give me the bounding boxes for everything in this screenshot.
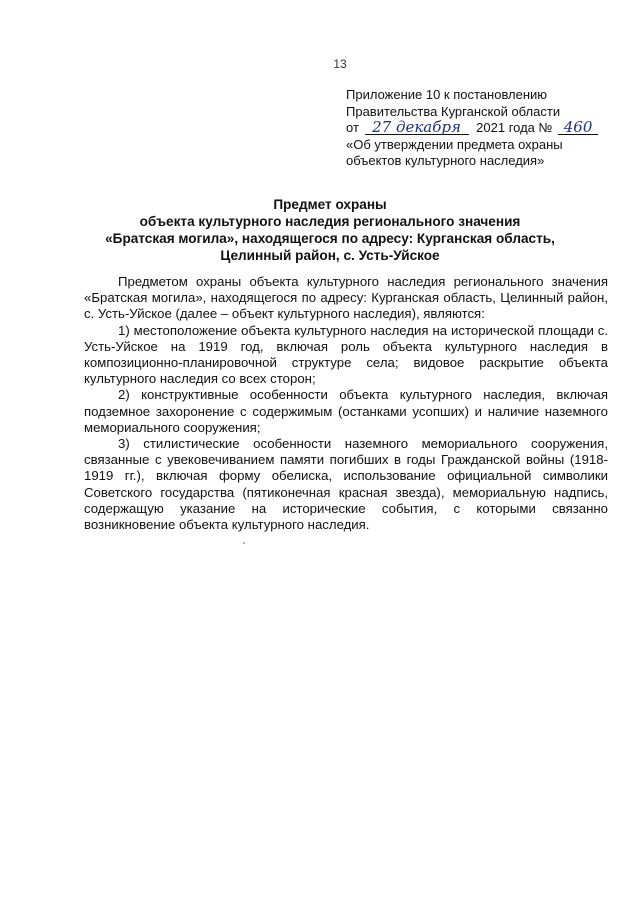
item-3-paragraph: 3) стилистические особенности наземного мемориального сооружения, связанные с увековечиванием памяти погибших в годы Гражданской войны (1918-1919 гг.), включая форму обелиска, использование официальной символики Советского государства (пятиконечная красная звезда), мемориальную надпись, содержащую указание на исторические события, с которыми связанно возникновение объекта культурного наследия. [84,436,608,533]
document-body [84,274,608,533]
appendix-line-4: «Об утверждении предмета охраны [346,136,563,152]
handwritten-date: 27 декабря [372,118,461,136]
item-2-paragraph: 2) конструктивные особенности объекта культурного наследия, включая подземное захоронение с содержимым (останками усопших) и наличие наземного мемориального сооружения; [84,387,608,435]
appendix-line-1: Приложение 10 к постановлению [346,87,548,102]
document-title [60,196,600,264]
appendix-header [346,87,616,170]
appendix-line-2: Правительства Курганской области [346,103,561,119]
title-line-3: «Братская могила», находящегося по адресу: Курганская область, [105,231,555,246]
appendix-date-line [346,120,616,137]
date-prefix: от [346,120,359,135]
year-text: 2021 года № [476,120,553,135]
title-line-1: Предмет охраны [273,197,387,212]
handwritten-number: 460 [563,118,593,136]
appendix-line-5: объектов культурного наследия» [346,153,545,168]
number-field [558,118,598,136]
intro-paragraph: Предметом охраны объекта культурного наследия регионального значения «Братская могила», находящегося по адресу: Курганская область, Целинный район, с. Усть-Уйское (далее – объект культурного наследия), являются: [84,274,608,322]
item-1-paragraph: 1) местоположение объекта культурного наследия на исторической площади с. Усть-Уйское на 1919 год, включая роль объекта культурного наследия в композиционно-планировочной структуре села; видовое раскрытие объекта культурного наследия со всех сторон; [84,322,608,387]
date-field [365,118,469,136]
page-number: 13 [333,57,347,71]
title-line-4: Целинный район, с. Усть-Уйское [220,248,440,263]
scan-speck [243,542,245,544]
title-line-2: объекта культурного наследия регионального значения [139,214,521,229]
